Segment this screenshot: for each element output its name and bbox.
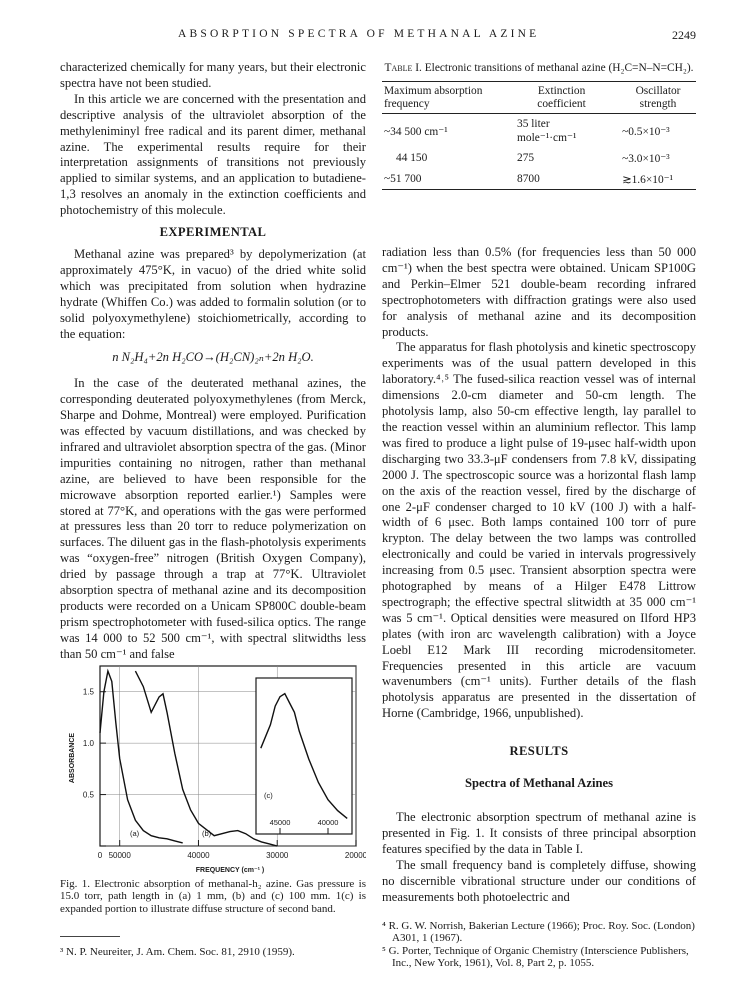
table-row bbox=[382, 168, 696, 190]
column-header: Oscillator strength bbox=[635, 85, 681, 110]
paragraph: In the case of the deuterated methanal azines, the corresponding deuterated polyoxymethylenes (from Merck, Sharpe and Dohme, Montreal) were employed. Purification was effected by vacuum distillations, and was checked by infrared and ultraviolet absorption spectra of the gas. (Minor impurities containing no nitrogen, rather than methanal azine, are believed to have been responsible for the microwave absorption reported earlier.¹) Samples were stored at 77°K, and operations with the gas were performed at pressures less than 20 torr to reduce polymerization on surfaces. The diluent gas in the flash-photolysis experiments was “oxygen-free” nitrogen (British Oxygen Company), dried by passage through a trap at 77°K. Ultraviolet absorption spectra of methanal azine and its decomposition products were recorded on a Unicam SP800C double-beam prism spectrophotometer with fused-silica optics. The range was 14 000 to 52 500 cm⁻¹, with spectral slitwidths less than 50 cm⁻¹ and false bbox=[60, 376, 366, 661]
y-tick-label: 1.0 bbox=[82, 739, 94, 749]
table-row bbox=[382, 147, 696, 168]
x-axis-label: FREQUENCY (cm⁻¹ ) bbox=[195, 867, 265, 874]
curve-label-a: (a) bbox=[130, 829, 140, 838]
table-cell: ~0.5×10⁻³ bbox=[622, 126, 670, 138]
left-column bbox=[60, 60, 366, 663]
paragraph: The electronic absorption spectrum of methanal azine is presented in Fig. 1. It consists of three principal absorption features specified by the data in Table I. bbox=[382, 810, 696, 856]
footnote-block bbox=[60, 946, 366, 958]
x-tick-label: 30000 bbox=[266, 851, 289, 860]
figure-caption: Fig. 1. Electronic absorption of methanal-h₂ azine. Gas pressure is 15.0 torr, path length in (a) 1 mm, (b) and (c) 100 mm. 1(c) is expanded portion to illustrate diffuse structure of second band. bbox=[60, 878, 366, 915]
page-header bbox=[60, 28, 696, 46]
paragraph: characterized chemically for many years, but their electronic spectra have not been studied. bbox=[60, 60, 366, 90]
figure-1 bbox=[60, 658, 366, 878]
footnote-block bbox=[382, 920, 696, 970]
right-column bbox=[382, 245, 696, 905]
paragraph: The small frequency band is completely diffuse, showing no discernible vibrational structure under our conditions of measurements both photoelectric and bbox=[382, 857, 696, 904]
paragraph: radiation less than 0.5% (for frequencies less than 50 000 cm⁻¹) when the best spectra were obtained. Unicam SP100G and Perkin–Elmer 521 double-beam recording infrared spectrophotometers with diffraction gratings were also used for analysis of methanal azine and its decomposition products. bbox=[382, 245, 696, 339]
paragraph: Methanal azine was prepared³ by depolymerization (at approximately 475°K, in vacuo) of the dried white solid which was precipitated from solution when hydrazine hydrate (Whiffen Co.) was added to formalin solution (or to solid polyoxymethylene) stoichiometrically, according to the equation: bbox=[60, 246, 366, 341]
curve-label-c: (c) bbox=[264, 791, 273, 800]
table-caption-text: Electronic transitions of methanal azine (H₂C=N–N=CH₂). bbox=[424, 62, 694, 74]
absorption-chart bbox=[60, 658, 366, 878]
column-header: Extinction coefficient bbox=[537, 85, 586, 110]
table-caption bbox=[382, 62, 696, 75]
inset-x-tick-label: 45000 bbox=[269, 818, 291, 827]
curve-label-b: (b) bbox=[202, 829, 212, 838]
table-cell: 8700 bbox=[517, 173, 540, 185]
table-cell: ~51 700 bbox=[384, 173, 422, 185]
y-tick-label: 1.5 bbox=[82, 687, 94, 697]
footnote-rule bbox=[60, 936, 120, 937]
x-tick-label: 20000 bbox=[344, 851, 366, 860]
section-heading-results: RESULTS bbox=[509, 744, 569, 759]
inset-x-tick-label: 40000 bbox=[317, 818, 339, 827]
table-cell: ~34 500 cm⁻¹ bbox=[384, 126, 448, 138]
footnote: ³ N. P. Neureiter, J. Am. Chem. Soc. 81, 2910 (1959). bbox=[60, 946, 295, 958]
table-cell: 44 150 bbox=[396, 152, 428, 164]
table-cell: 35 liter mole⁻¹·cm⁻¹ bbox=[517, 118, 577, 144]
section-heading-experimental: EXPERIMENTAL bbox=[159, 225, 267, 240]
page-number: 2249 bbox=[672, 28, 696, 42]
table-header-row bbox=[382, 82, 696, 114]
table-cell: 275 bbox=[517, 152, 535, 164]
paragraph: In this article we are concerned with the presentation and descriptive analysis of the ultraviolet absorption of the methyleniminyl free radical and its parent dimer, methanal azine. The experimental results require for their interpretation assignments of transitions not previously applied to similar systems, and an application to butadiene-1,3 resolves an anomaly in the extinction coefficients and photochemistry of this molecule. bbox=[60, 91, 366, 218]
equation: n N₂H₄+2n H₂CO→(H₂CN)₂ₙ+2n H₂O. bbox=[112, 350, 314, 365]
table-row bbox=[382, 114, 696, 148]
transitions-table bbox=[382, 81, 696, 190]
running-head: ABSORPTION SPECTRA OF METHANAL AZINE bbox=[178, 28, 540, 40]
paragraph: The apparatus for flash photolysis and kinetic spectroscopy experiments was of the usual pattern developed in this laboratory.⁴˒⁵ The fused-silica reaction vessel was of internal dimensions 2.0-cm diameter and 50-cm length. The photolysis lamp, also 50-cm effective length, lay parallel to the reaction vessel within an aluminium reflector. This lamp was fired to produce a light pulse of 19-μsec half-width upon discharging two 33.3-μF condensers from 7.8 kV, dissipating 2000 J. The spectroscopic source was a horizontal flash lamp on the axis of the reaction vessel, fired by the discharge of one 2-μF condenser charged to 10 kV (100 J) with a half-width of 6 μsec. Both lamps contained 100 torr of pure krypton. The delay between the two lamps was controlled electronically and could be varied in intervals progressively increasing from 0.5 μsec. Transient absorption spectra were photographed by means of a Hilger E478 Littrow spectrograph; the effective spectral slitwidth at 35 000 cm⁻¹ was 5 cm⁻¹. Optical densities were measured on Ilford HP3 plates (with iron arc wavelength calibration) with a Joyce Loebl E12 Mark III recording microdensitometer. Frequencies presented in this article are vacuum wavenumbers (cm⁻¹ units). Further details of the flash photolysis apparatus are presented in the dissertation of Horne (Cambridge, 1966, unpublished). bbox=[382, 340, 696, 721]
table-1 bbox=[382, 62, 696, 190]
footnote: ⁵ G. Porter, Technique of Organic Chemistry (Interscience Publishers, Inc., New York, 1961), Vol. 8, Part 2, p. 1055. bbox=[382, 944, 689, 970]
footnote: ⁴ R. G. W. Norrish, Bakerian Lecture (1966); Proc. Roy. Soc. (London) A301, 1 (1967). bbox=[382, 920, 695, 945]
subsection-heading: Spectra of Methanal Azines bbox=[465, 776, 613, 791]
table-cell: ≳1.6×10⁻¹ bbox=[622, 174, 674, 186]
x-tick-label: 40000 bbox=[187, 851, 210, 860]
y-axis-label: ABSORBANCE bbox=[69, 732, 76, 784]
x-tick-label: 50000 bbox=[108, 851, 131, 860]
column-header: Maximum absorption frequency bbox=[384, 85, 483, 110]
table-caption-label: Table I. bbox=[384, 62, 422, 74]
y-tick-label: 0.5 bbox=[82, 790, 94, 800]
y-tick-label: 0 bbox=[97, 851, 103, 860]
table-cell: ~3.0×10⁻³ bbox=[622, 153, 670, 165]
